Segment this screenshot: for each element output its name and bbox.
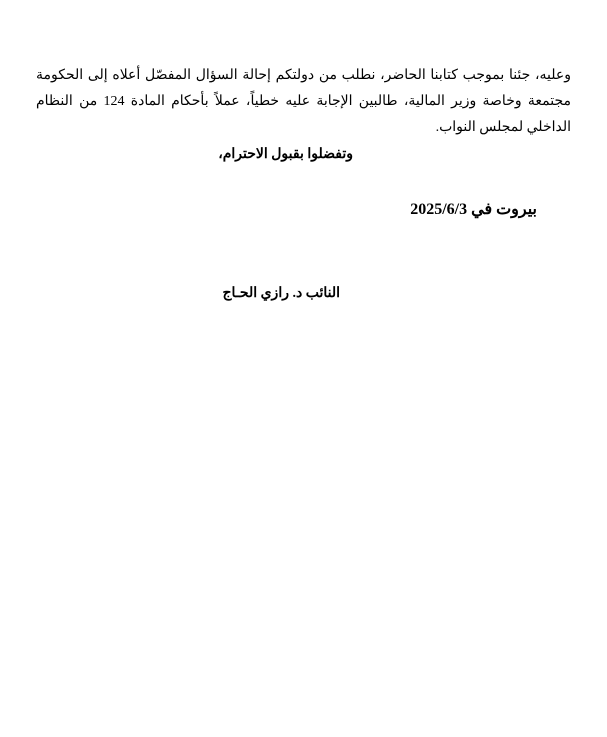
signature-name: النائب د. رازي الحـاج	[222, 286, 340, 301]
body-paragraph	[36, 63, 571, 141]
body-paragraph-text: وعليه، جئنا بموجب كتابنا الحاضر، نطلب من دولتكم إحالة السؤال المفصّل أعلاه إلى الحكومة مجتمعة وخاصة وزير المالية، طالبين الإجابة عليه خطياً، عملاً بأحكام المادة 124 من النظام الداخلي لمجلس النواب.	[36, 68, 571, 135]
closing-line: وتفضلوا بقبول الاحترام،	[218, 147, 353, 162]
place-date: بيروت في 2025/6/3	[410, 201, 537, 218]
